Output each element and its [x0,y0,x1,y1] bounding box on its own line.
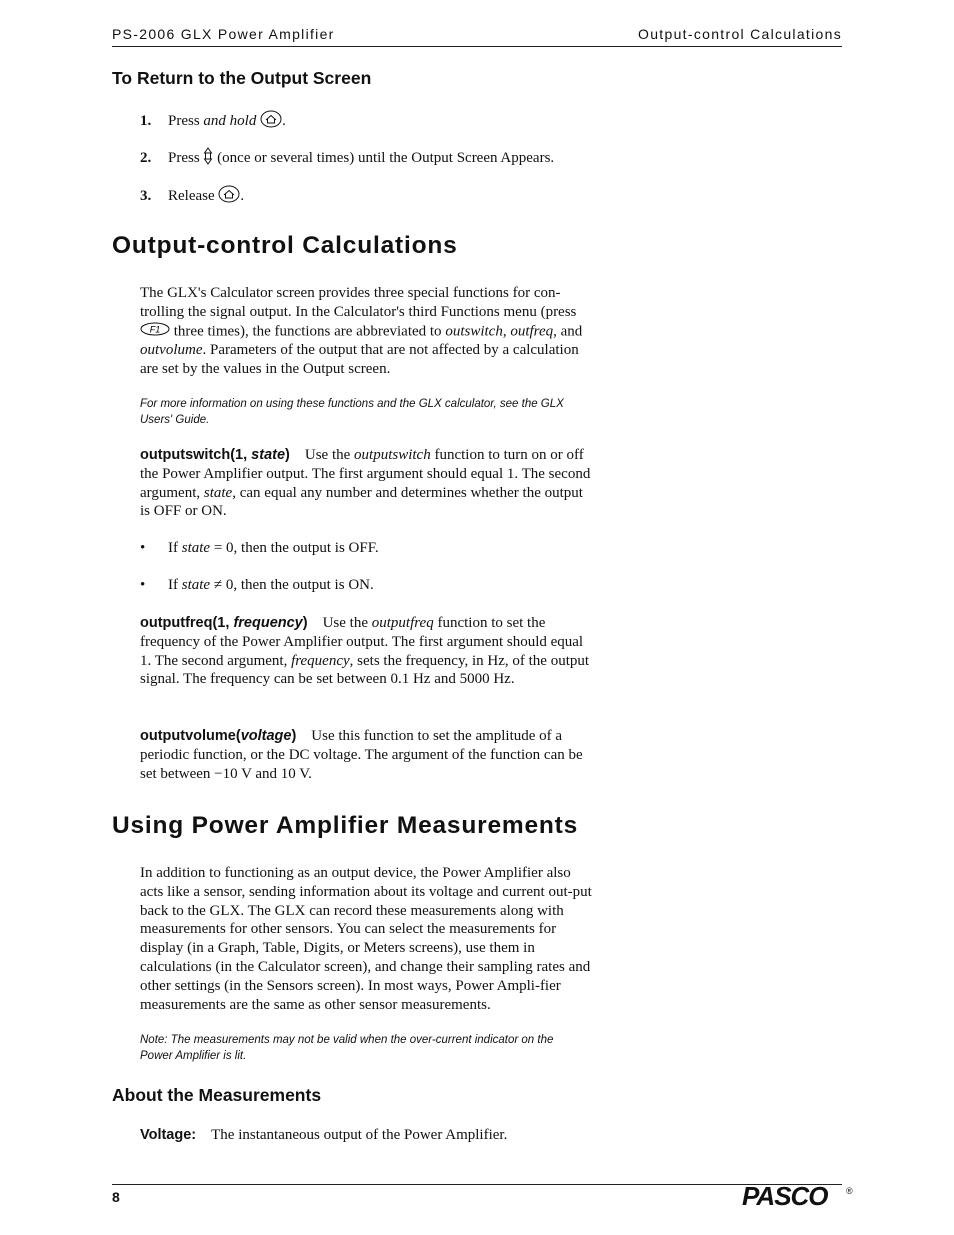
voltage-desc: Voltage: The instantaneous output of the Power Amplifier. [140,1127,508,1143]
outputfreq-term: outputfreq(1, frequency) [140,615,308,631]
outputvolume-desc: outputvolume(voltage) Use this function to set the amplitude of a periodic function, or the DC voltage. The argument of the function can be set between −10 V and 10 V. [140,728,583,782]
step-number: 2. [140,149,152,166]
step-3: 3. Release . [140,185,244,208]
svg-text:F1: F1 [149,324,161,335]
outputswitch-desc: outputswitch(1, state) Use the outputswitch function to turn on or off the Power Amplifier output. The first argument should equal 1. The second argument, state, can equal any number and determines whether the output is OFF or ON. [140,447,591,520]
home-key-icon [260,110,282,133]
svg-text:PASCO: PASCO [742,1183,828,1209]
return-heading: To Return to the Output Screen [112,68,372,88]
scroll-key-icon [203,147,213,170]
measurements-body: In addition to functioning as an output device, the Power Amplifier also acts like a sensor, sending information about its voltage and current out-put back to the GLX. The GLX can record these measurements along with measurements for other sensors. You can select the measurements for display (in a Graph, Table, Digits, or Meters screens), use them in calculations (in the Calculator screen), and change their sampling rates and other settings (in the Sensors screen). In most ways, Power Ampli-fier measurements are the same as other sensor measurements. [140,865,592,1013]
outputfreq-desc: outputfreq(1, frequency) Use the outputfreq function to set the frequency of the Power Amplifier output. The first argument should equal 1. The second argument, frequency, sets the frequency, in Hz, of the output signal. The frequency can be set between 0.1 Hz and 5000 Hz. [140,615,590,688]
about-heading: About the Measurements [112,1085,322,1105]
header-title: PS-2006 GLX Power Amplifier [112,26,335,42]
header-section: Output-control Calculations [638,26,842,42]
registered-mark: ® [846,1186,853,1196]
step-number: 1. [140,112,152,129]
f1-key-icon [140,322,170,342]
home-key-icon [218,185,240,208]
outputswitch-term: outputswitch(1, state) [140,447,290,463]
output-control-intro: The GLX's Calculator screen provides three special functions for con-trolling the signal output. In the Calculator's third Functions menu (press F1 three times), the functions are abbreviated to outswitch, outfreq, and outvolume. Parameters of the output that are not affected by a calculation are set by the values in the Output screen. [140,285,583,378]
outputvolume-term: outputvolume(voltage) [140,728,297,744]
step-2: 2. Press (once or several times) until the Output Screen Appears. [140,147,554,170]
output-control-heading: Output-control Calculations [112,232,458,259]
measurements-heading: Using Power Amplifier Measurements [112,812,579,839]
page-number: 8 [112,1189,120,1205]
step-number: 3. [140,187,152,204]
step-1: 1. Press and hold . [140,110,286,133]
voltage-term: Voltage: [140,1127,197,1143]
calculator-note: For more information on using these functions and the GLX calculator, see the GLX Users' Guide. [140,398,564,426]
page-header [112,26,842,47]
measurements-note: Note: The measurements may not be valid when the over-current indicator on the Power Amplifier is lit. [140,1034,554,1062]
pasco-logo [740,1183,844,1214]
bullet-on: • If state ≠ 0, then the output is ON. [140,577,374,593]
footer-rule [112,1184,842,1185]
bullet-off: • If state = 0, then the output is OFF. [140,540,379,556]
